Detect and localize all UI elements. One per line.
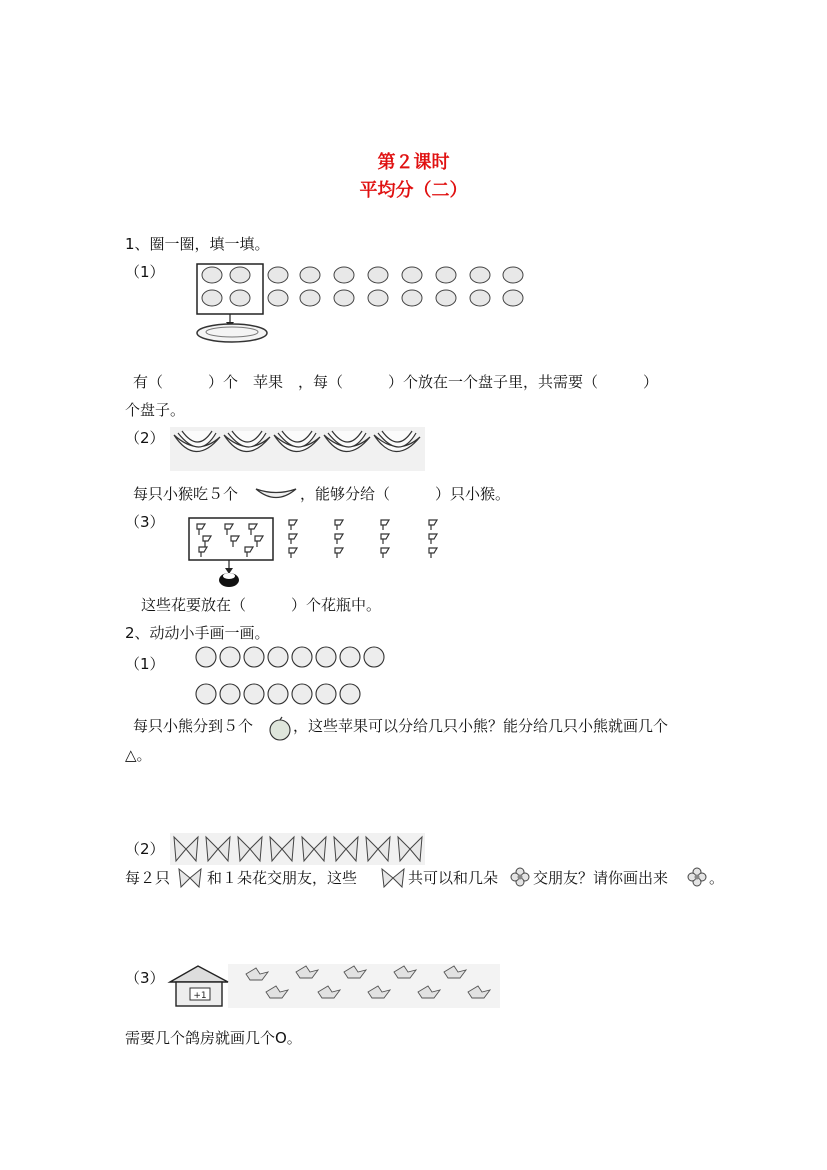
q1-part2-text-a: 每只小猴吃５个	[133, 485, 239, 503]
flower-icon	[509, 866, 531, 888]
q2-part1-text-c: △。	[125, 746, 152, 764]
q2-part2-t5: 。	[709, 869, 725, 887]
q2-part3-text: 需要几个鸽房就画几个O。	[125, 1029, 302, 1047]
flower-icon	[686, 866, 708, 888]
q1-apples-figure	[190, 262, 530, 352]
q2-part1-label: （1）	[125, 655, 165, 673]
q2-part2-t2: 和１朵花交朋友，这些	[207, 869, 358, 887]
q1-bananas-figure	[170, 427, 425, 471]
q2-apples-figure	[192, 645, 392, 711]
q2-part1-text-a: 每只小熊分到５个	[133, 717, 254, 735]
q2-heading: 2、动动小手画一画。	[125, 624, 270, 642]
q1-heading: 1、圈一圈，填一填。	[125, 235, 270, 253]
butterfly-icon	[177, 867, 203, 889]
q2-doves-figure	[168, 962, 500, 1008]
banana-icon	[254, 484, 298, 504]
q1-part3-label: （3）	[125, 513, 165, 531]
q1-part2-label: （2）	[125, 429, 165, 447]
q1-part3-text: 这些花要放在（ ）个花瓶中。	[141, 596, 382, 614]
q2-part2-t4: 交朋友？请你画出来	[533, 869, 669, 887]
butterfly-icon	[380, 867, 406, 889]
q2-part3-label: （3）	[125, 969, 165, 987]
dovecote-sign: +1	[193, 991, 207, 1001]
lesson-subtitle: 平均分（二）	[359, 180, 468, 201]
q1-part1-label: （1）	[125, 263, 165, 281]
q2-butterflies-figure	[170, 833, 425, 865]
q1-part1-line2: 个盘子。	[125, 401, 186, 419]
q2-part2-t1: 每２只	[125, 869, 171, 887]
q2-part2-t3: 共可以和几朵	[408, 869, 499, 887]
q1-part1-line1: 有（ ）个 苹果 ，每（ ）个放在一个盘子里，共需要（ ）	[133, 373, 659, 391]
lesson-title: 第２课时	[377, 152, 450, 173]
q2-part2-label: （2）	[125, 840, 165, 858]
apple-icon	[268, 716, 292, 742]
q2-part1-text-b: ，这些苹果可以分给几只小熊？能分给几只小熊就画几个	[293, 717, 669, 735]
q1-part2-text-b: ，能够分给（ ）只小猴。	[300, 485, 511, 503]
q1-flowers-figure	[185, 514, 455, 590]
